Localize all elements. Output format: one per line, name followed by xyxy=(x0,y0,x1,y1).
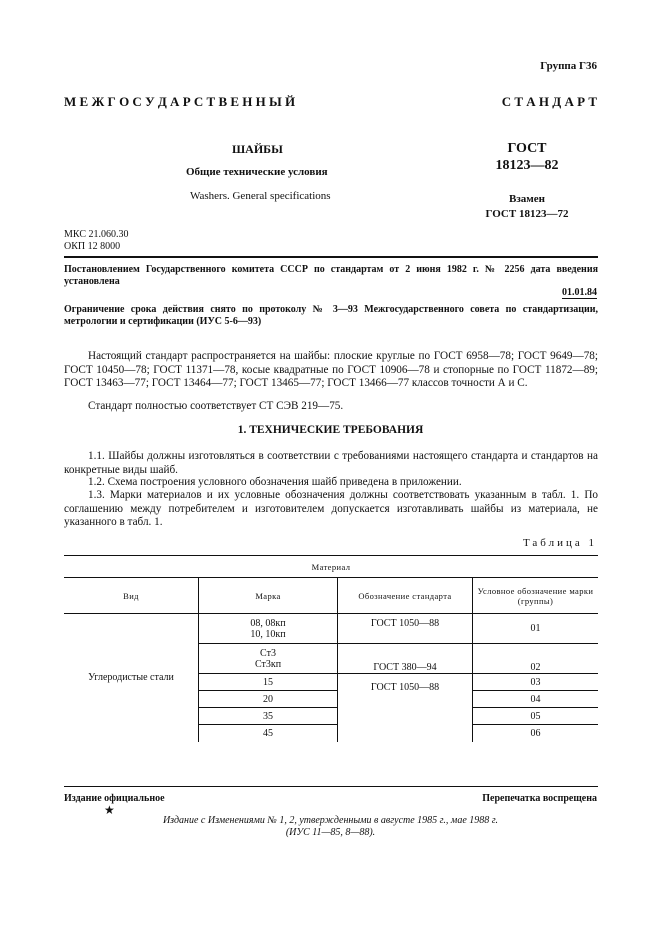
clause-1-2: 1.2. Схема построения условного обозначения шайб приведена в приложении. xyxy=(88,476,462,488)
cell-standard: ГОСТ 1050—88 xyxy=(338,674,473,742)
restriction-text: Ограничение срока действия снято по протоколу № 3—93 Межгосударственного совета по стандартизации, метрологии и сертификации (ИУС 5-6—93) xyxy=(64,304,598,327)
cell-grade: 08, 08кп 10, 10кп xyxy=(199,614,338,644)
gost-number xyxy=(480,140,574,174)
clause-1-1: 1.1. Шайбы должны изготовляться в соответствии с требованиями настоящего стандарта и стандартов на конкретные виды шайб. xyxy=(64,450,598,476)
replaces-label: Взамен xyxy=(509,193,545,205)
group-code: Группа Г36 xyxy=(540,60,597,72)
official-edition: Издание официальное xyxy=(64,793,165,804)
english-title: Washers. General specifications xyxy=(190,190,331,202)
cell-grade: Ст3 Ст3кп xyxy=(199,644,338,674)
cell-code: 02 xyxy=(473,644,599,674)
cell-code: 06 xyxy=(473,725,599,742)
star-icon: ★ xyxy=(104,803,115,817)
document-title: ШАЙБЫ xyxy=(232,142,283,156)
header-code: Условное обозначение марки (группы) xyxy=(473,578,599,614)
cell-code: 05 xyxy=(473,708,599,725)
table-header-row xyxy=(64,556,598,578)
cell-kind: Углеродистые стали xyxy=(64,614,199,742)
header-material: Материал xyxy=(64,556,598,578)
section-heading: 1. ТЕХНИЧЕСКИЕ ТРЕБОВАНИЯ xyxy=(237,424,424,436)
divider-thick xyxy=(64,256,598,258)
cell-standard: ГОСТ 1050—88 xyxy=(338,614,473,644)
document-subtitle: Общие технические условия xyxy=(186,166,328,178)
materials-table xyxy=(64,555,598,742)
classification-codes xyxy=(64,229,128,253)
banner-left: М Е Ж Г О С У Д А Р С Т В Е Н Н Ы Й xyxy=(64,94,296,109)
cell-grade: 15 xyxy=(199,674,338,691)
cell-code: 01 xyxy=(473,614,599,644)
header-standard: Обозначение стандарта xyxy=(338,578,473,614)
intro-paragraph: Настоящий стандарт распространяется на шайбы: плоские круглые по ГОСТ 6958—78; ГОСТ 9649—78; ГОСТ 10450—78; ГОСТ 11371—78, косые квадратные по ГОСТ 10906—78 и стопорные по ГОСТ 11872—89; ГОСТ 13463—77; ГОСТ 13464—77; ГОСТ 13465—77; ГОСТ 13466—77 классов точности А и С. xyxy=(64,350,598,389)
cell-grade: 35 xyxy=(199,708,338,725)
header-grade: Марка xyxy=(199,578,338,614)
cell-code: 04 xyxy=(473,691,599,708)
gost-code: 18123—82 xyxy=(495,158,559,173)
edition-line-1: Издание с Изменениями № 1, 2, утвержденными в августе 1985 г., мае 1988 г. xyxy=(162,815,499,826)
cell-code: 03 xyxy=(473,674,599,691)
header-kind: Вид xyxy=(64,578,199,614)
cell-grade: 45 xyxy=(199,725,338,742)
table-header-row xyxy=(64,578,598,614)
edition-line-2: (ИУС 11—85, 8—88). xyxy=(285,827,376,838)
replaces-block xyxy=(480,192,574,222)
replaces-code: ГОСТ 18123—72 xyxy=(485,208,569,220)
effective-date: 01.01.84 xyxy=(562,287,597,298)
cell-standard: ГОСТ 380—94 xyxy=(338,644,473,674)
standard-banner xyxy=(64,94,597,110)
okp-code: ОКП 12 8000 xyxy=(64,241,121,252)
reprint-prohibited: Перепечатка воспрещена xyxy=(482,793,597,804)
mks-code: МКС 21.060.30 xyxy=(64,229,129,240)
table-caption: Таблица 1 xyxy=(522,537,597,549)
table-row xyxy=(64,614,598,644)
footer-divider xyxy=(64,786,598,787)
intro-compliance: Стандарт полностью соответствует СТ СЭВ 219—75. xyxy=(88,400,344,412)
gost-label: ГОСТ xyxy=(507,141,547,156)
clause-1-3: 1.3. Марки материалов и их условные обозначения должны соответствовать указанным в табл. 1. По соглашению между потребителем и изготовителем допускается изготавливать шайбы из материала, не указанного в табл. 1. xyxy=(64,489,598,528)
edition-note xyxy=(0,815,661,839)
banner-right: С Т А Н Д А Р Т xyxy=(501,94,597,109)
cell-grade: 20 xyxy=(199,691,338,708)
decree-text: Постановлением Государственного комитета СССР по стандартам от 2 июня 1982 г. № 2256 дата введения установлена xyxy=(64,264,598,287)
